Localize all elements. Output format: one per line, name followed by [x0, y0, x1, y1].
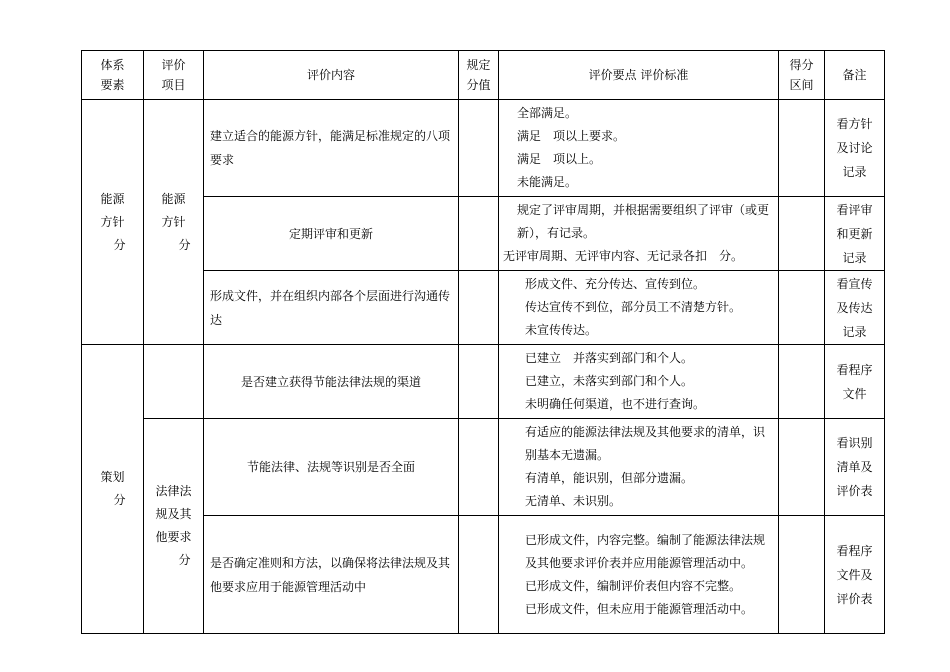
- points-cell: [459, 271, 499, 345]
- remarks-cell: 看评审 和更新 记录: [825, 197, 885, 271]
- evaluation-table: [81, 50, 885, 634]
- content-cell: 建立适合的能源方针，能满足标准规定的八项要求: [204, 100, 459, 197]
- item-cell: 能源 方针 分: [144, 100, 204, 345]
- score-cell: [779, 419, 825, 516]
- score-cell: [779, 516, 825, 634]
- header-item: 评价 项目: [144, 51, 204, 100]
- standard-cell: 有适应的能源法律法规及其他要求的清单，识别基本无遗漏。 有清单，能识别，但部分遗漏。 无清单、未识别。: [499, 419, 779, 516]
- table-row: [82, 345, 885, 419]
- header-remarks: 备注: [825, 51, 885, 100]
- element-cell: 能源 方针 分: [82, 100, 144, 345]
- header-element: 体系 要素: [82, 51, 144, 100]
- remarks-cell: 看方针 及讨论 记录: [825, 100, 885, 197]
- points-cell: [459, 516, 499, 634]
- content-cell: 节能法律、法规等识别是否全面: [204, 419, 459, 516]
- header-content: 评价内容: [204, 51, 459, 100]
- remarks-cell: 看宣传 及传达 记录: [825, 271, 885, 345]
- score-cell: [779, 271, 825, 345]
- table-row: [82, 419, 885, 516]
- item-cell-empty: [144, 345, 204, 419]
- standard-cell: 规定了评审周期，并根据需要组织了评审（或更新），有记录。 无评审周期、无评审内容、无记录各扣 分。: [499, 197, 779, 271]
- item-cell: 法律法 规及其 他要求 分: [144, 419, 204, 634]
- points-cell: [459, 100, 499, 197]
- standard-cell: 已形成文件，内容完整。编制了能源法律法规及其他要求评价表并应用能源管理活动中。 已形成文件，编制评价表但内容不完整。 已形成文件，但未应用于能源管理活动中。: [499, 516, 779, 634]
- standard-cell: 形成文件、充分传达、宣传到位。 传达宣传不到位，部分员工不清楚方针。 未宣传传达。: [499, 271, 779, 345]
- points-cell: [459, 419, 499, 516]
- header-row: [82, 51, 885, 100]
- content-cell: 是否建立获得节能法律法规的渠道: [204, 345, 459, 419]
- points-cell: [459, 345, 499, 419]
- score-cell: [779, 100, 825, 197]
- remarks-cell: 看程序 文件: [825, 345, 885, 419]
- standard-cell: 全部满足。 满足 项以上要求。 满足 项以上。 未能满足。: [499, 100, 779, 197]
- points-cell: [459, 197, 499, 271]
- content-cell: 是否确定准则和方法，以确保将法律法规及其他要求应用于能源管理活动中: [204, 516, 459, 634]
- header-score-range: 得分 区间: [779, 51, 825, 100]
- content-cell: 定期评审和更新: [204, 197, 459, 271]
- element-cell: 策划 分: [82, 345, 144, 634]
- header-standard: 评价要点 评价标准: [499, 51, 779, 100]
- remarks-cell: 看识别 清单及 评价表: [825, 419, 885, 516]
- header-points: 规定 分值: [459, 51, 499, 100]
- remarks-cell: 看程序 文件及 评价表: [825, 516, 885, 634]
- score-cell: [779, 197, 825, 271]
- content-cell: 形成文件，并在组织内部各个层面进行沟通传达: [204, 271, 459, 345]
- score-cell: [779, 345, 825, 419]
- table-row: [82, 100, 885, 197]
- standard-cell: 已建立 并落实到部门和个人。 已建立，未落实到部门和个人。 未明确任何渠道，也不进行查询。: [499, 345, 779, 419]
